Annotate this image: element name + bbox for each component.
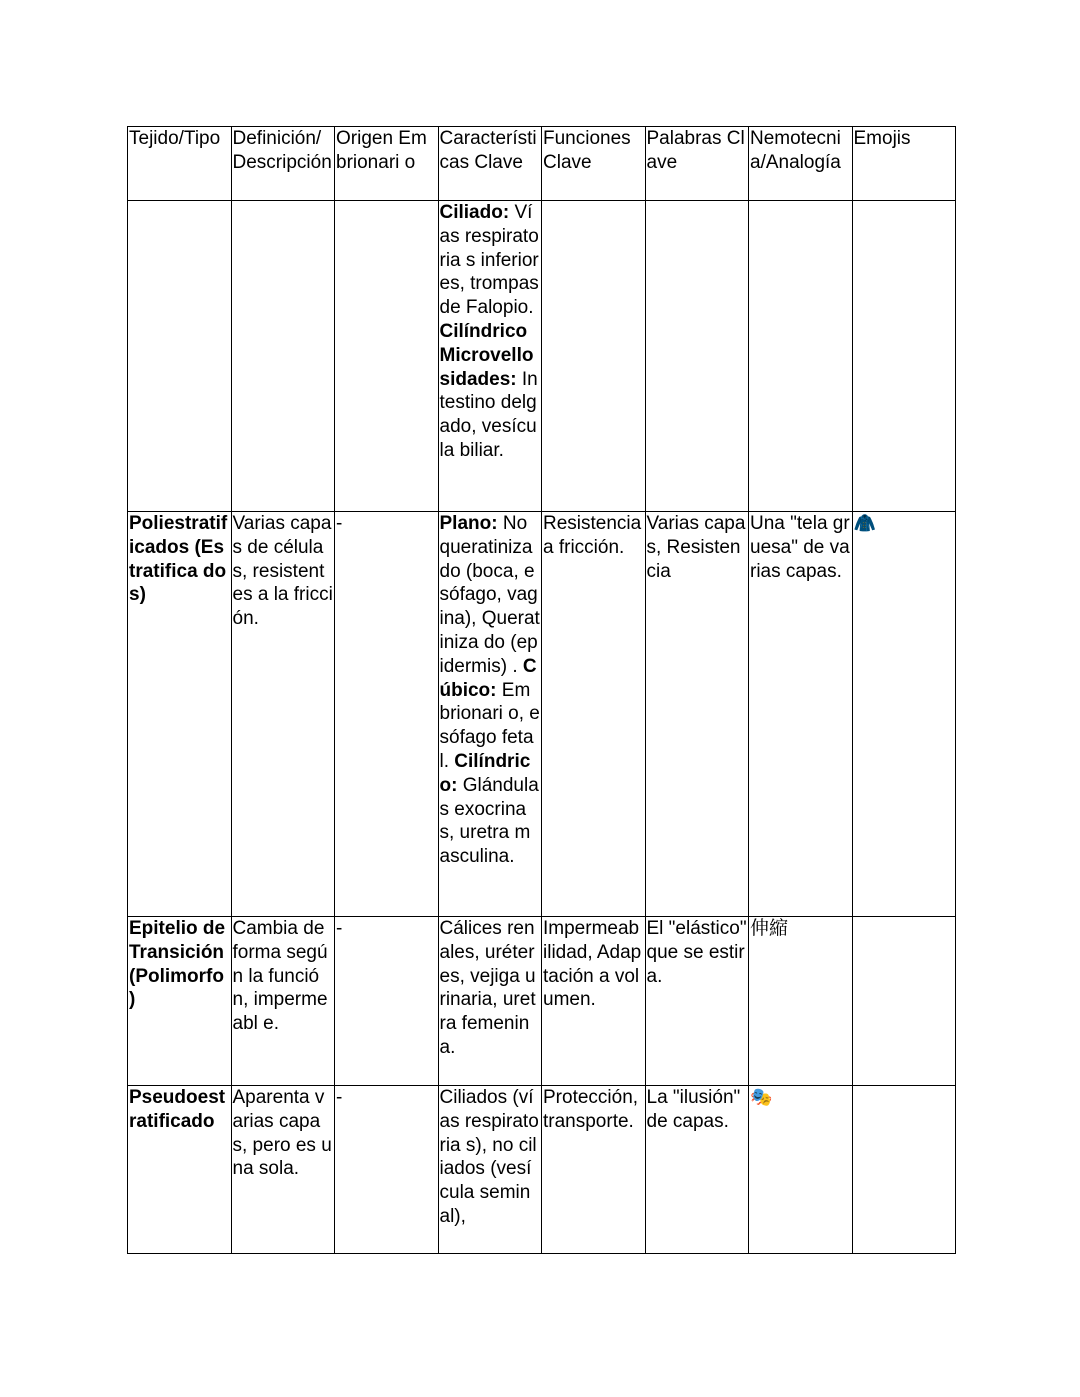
characteristics-cell: Ciliados (vías respiratoria s), no ciliados (vesícula seminal), bbox=[438, 1086, 542, 1254]
mnemonic-cell: Una "tela gruesa" de varias capas. bbox=[749, 512, 853, 917]
table-cell bbox=[335, 201, 439, 512]
table-cell bbox=[852, 201, 956, 512]
characteristic-text: No queratiniza do (boca, esófago, vagina), Queratiniza do (epidermis) . bbox=[439, 513, 540, 677]
functions-cell: Resistencia a fricción. bbox=[542, 512, 646, 917]
definition-cell: Varias capas de células, resistentes a la fricción. bbox=[231, 512, 335, 917]
origin-cell: - bbox=[335, 1086, 439, 1254]
characteristic-label: Ciliado: bbox=[439, 202, 510, 223]
header-cell: Definición/ Descripción bbox=[231, 127, 335, 201]
functions-cell: Impermeab ilidad, Adaptación a volumen. bbox=[542, 917, 646, 1086]
mnemonic-cell bbox=[749, 1086, 853, 1254]
definition-cell: Cambia de forma según la función, impermeabl e. bbox=[231, 917, 335, 1086]
characteristic-text: Intestino delgado, vesícula biliar. bbox=[439, 368, 538, 461]
header-cell: Tejido/Tipo bbox=[128, 127, 232, 201]
table-header-row bbox=[128, 127, 956, 201]
table-cell bbox=[542, 201, 646, 512]
keywords-cell: Varias capas, Resistencia bbox=[645, 512, 749, 917]
tissue-table bbox=[127, 126, 956, 1254]
table-row bbox=[128, 512, 956, 917]
definition-cell: Aparenta varias capas, pero es una sola. bbox=[231, 1086, 335, 1254]
mnemonic-cell: 伸縮 bbox=[749, 917, 853, 1086]
table-row bbox=[128, 917, 956, 1086]
table-cell bbox=[749, 201, 853, 512]
table-cell bbox=[128, 201, 232, 512]
table-cell bbox=[231, 201, 335, 512]
header-cell: Palabras Clave bbox=[645, 127, 749, 201]
characteristic-label: Cúbico: bbox=[439, 655, 537, 701]
header-cell: Origen Embrionari o bbox=[335, 127, 439, 201]
header-cell: Emojis bbox=[852, 127, 956, 201]
origin-cell: - bbox=[335, 917, 439, 1086]
emoji-cell bbox=[852, 512, 956, 917]
characteristic-text: Embrionari o, esófago fetal. bbox=[439, 679, 540, 772]
header-cell: Funciones Clave bbox=[542, 127, 646, 201]
keywords-cell: El "elástico" que se estira. bbox=[645, 917, 749, 1086]
characteristic-text: Glándulas exocrinas, uretra masculina. bbox=[439, 774, 539, 868]
tissue-type-cell: Poliestratif icados (Estratifica dos) bbox=[128, 512, 232, 917]
functions-cell: Protección, transporte. bbox=[542, 1086, 646, 1254]
characteristic-label: Plano: bbox=[439, 513, 498, 534]
table-cell bbox=[645, 201, 749, 512]
tissue-type-cell: Pseudoest ratificado bbox=[128, 1086, 232, 1254]
characteristic-label: Cilíndrico: bbox=[439, 750, 531, 796]
table-row bbox=[128, 1086, 956, 1254]
theater-masks-icon: 🎭 bbox=[750, 1087, 773, 1108]
characteristic-text: Vías respiratoria s inferiores, trompas de Falopio. bbox=[439, 202, 539, 319]
characteristics-cell bbox=[438, 512, 542, 917]
coat-icon: 🧥 bbox=[853, 513, 876, 534]
characteristic-label: Cilíndrico Microvello sidades: bbox=[439, 320, 534, 390]
emoji-cell bbox=[852, 917, 956, 1086]
tissue-type-cell: Epitelio de Transición (Polimorfo ) bbox=[128, 917, 232, 1086]
header-cell: Nemotecni a/Analogía bbox=[749, 127, 853, 201]
characteristics-cell bbox=[438, 201, 542, 512]
table-row bbox=[128, 201, 956, 512]
keywords-cell: La "ilusión" de capas. bbox=[645, 1086, 749, 1254]
origin-cell: - bbox=[335, 512, 439, 917]
emoji-cell bbox=[852, 1086, 956, 1254]
characteristics-cell: Cálices renales, uréteres, vejiga urinaria, uretra femenina. bbox=[438, 917, 542, 1086]
header-cell: Característi cas Clave bbox=[438, 127, 542, 201]
